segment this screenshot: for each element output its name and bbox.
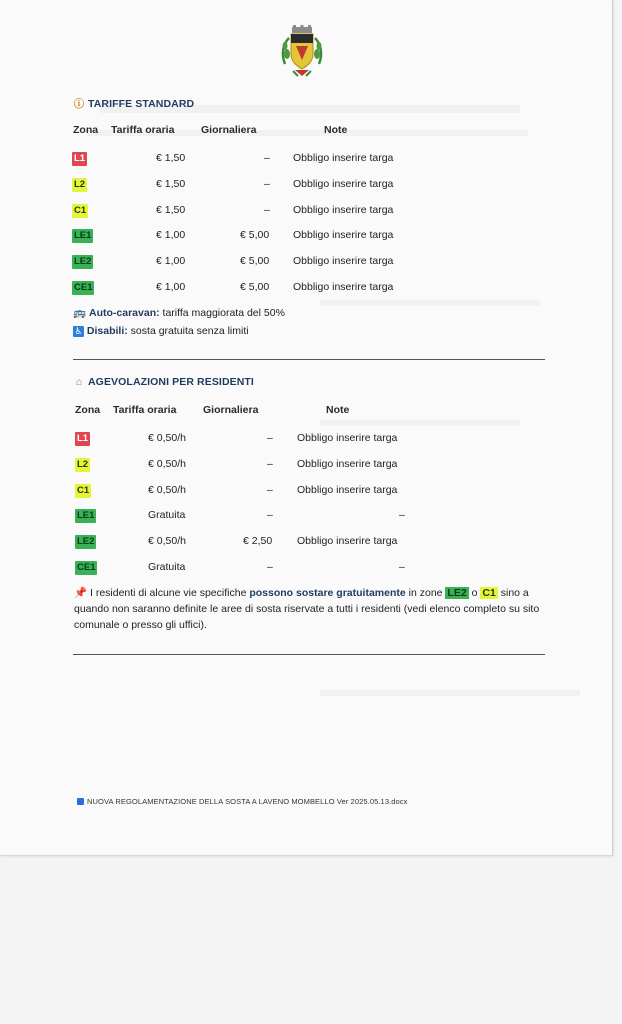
col-header-zona: Zona [75,404,101,416]
word-document-icon [77,798,84,805]
cell-note: Obbligo inserire targa [293,203,394,216]
col-header-giornaliera: Giornaliera [201,124,257,136]
zone-badge: L2 [77,458,89,470]
cell-note: Obbligo inserire targa [297,432,398,444]
table-row [0,227,612,245]
coat-of-arms-icon [279,24,325,80]
cell-note: Obbligo inserire targa [293,152,394,164]
cell-giornaliera: – [267,457,273,470]
cell-note: Obbligo inserire targa [297,457,398,470]
col-header-giornaliera: Giornaliera [203,404,259,416]
note-auto-caravan: 🚌 Auto-caravan: tariffa maggiorata del 50% [73,307,285,319]
zone-badge: L1 [74,153,86,164]
table-row [0,430,612,448]
cell-note: – [399,509,405,522]
cell-tariffa: € 0,50/h [148,432,186,444]
cell-tariffa: € 1,00 [156,229,186,242]
camper-icon: 🚌 [73,307,87,319]
cell-note: Obbligo inserire targa [297,535,398,548]
cell-tariffa: € 1,00 [156,255,186,268]
wheelchair-icon: ♿ [74,326,83,336]
zone-badge: LE1 [77,510,95,522]
cell-giornaliera: € 5,00 [240,281,270,293]
cell-note: Obbligo inserire targa [293,255,394,268]
divider [73,654,545,655]
zone-badge: C1 [74,204,87,216]
col-header-zona: Zona [73,124,99,136]
resident-exemption-paragraph: 📌 I residenti di alcune vie specifiche possono sostare gratuitamente in zone LE2 o C1 sino a quando non saranno definite le aree di sosta riservate a tutti i residenti (vedi elenco completo su sito comunale o presso gli uffici). [74,587,540,631]
table-row [0,150,612,168]
bleed-through [320,300,540,306]
note-disabili: ♿ Disabili: sosta gratuita senza limiti [74,325,249,337]
divider [73,359,545,360]
col-header-note: Note [324,124,348,136]
cell-giornaliera: – [264,203,270,216]
col-header-tariffa: Tariffa oraria [113,404,177,416]
cell-giornaliera: – [267,483,273,496]
cell-note: Obbligo inserire targa [297,483,398,496]
pushpin-icon: 📌 [74,587,88,599]
zone-badge-c1: C1 [482,587,496,599]
cell-tariffa: € 1,50 [156,152,186,164]
section-title-standard-rates: ⓘ TARIFFE STANDARD [73,98,195,110]
zone-badge: C1 [77,484,90,496]
cell-giornaliera: € 5,00 [240,255,270,268]
cell-note: Obbligo inserire targa [293,229,394,242]
zone-badge: LE1 [74,230,92,242]
table-row [0,507,612,525]
table-row [0,559,612,577]
cell-giornaliera: – [264,152,270,164]
cell-giornaliera: – [264,177,270,190]
cell-note: Obbligo inserire targa [293,177,394,190]
table-row [0,533,612,551]
cell-tariffa: € 0,50/h [148,457,186,470]
cell-tariffa: Gratuita [148,509,186,522]
zone-badge-le2: LE2 [447,587,467,599]
bleed-through [320,420,520,426]
table-row [0,202,612,220]
cell-tariffa: € 0,50/h [148,483,186,496]
cell-note: – [399,561,405,573]
zone-badge: L2 [74,178,86,190]
document-footer: NUOVA REGOLAMENTAZIONE DELLA SOSTA A LAVENO MOMBELLO Ver 2025.05.13.docx [77,797,408,806]
cell-giornaliera: – [267,432,273,444]
col-header-note: Note [326,404,350,416]
table-row [0,482,612,500]
cell-giornaliera: € 5,00 [240,229,270,242]
info-icon: ⓘ [73,98,85,110]
cell-tariffa: € 1,50 [156,203,186,216]
cell-giornaliera: € 2,50 [243,535,273,548]
cell-tariffa: Gratuita [148,561,186,573]
cell-giornaliera: – [267,509,273,522]
table-row [0,456,612,474]
cell-tariffa: € 1,00 [156,281,186,293]
zone-badge: L1 [77,433,89,444]
zone-badge: CE1 [77,562,96,573]
zone-badge: CE1 [74,282,93,293]
table-row [0,176,612,194]
col-header-tariffa: Tariffa oraria [111,124,175,136]
cell-note: Obbligo inserire targa [293,281,394,293]
house-icon: ⌂ [75,376,83,388]
zone-badge: LE2 [74,256,92,268]
cell-tariffa: € 1,50 [156,177,186,190]
section-title-resident-benefits: ⌂ AGEVOLAZIONI PER RESIDENTI [73,376,254,388]
bleed-through [320,690,580,696]
zone-badge: LE2 [77,536,95,548]
cell-giornaliera: – [267,561,273,573]
table-row [0,253,612,271]
table-row [0,279,612,297]
cell-tariffa: € 0,50/h [148,535,186,548]
